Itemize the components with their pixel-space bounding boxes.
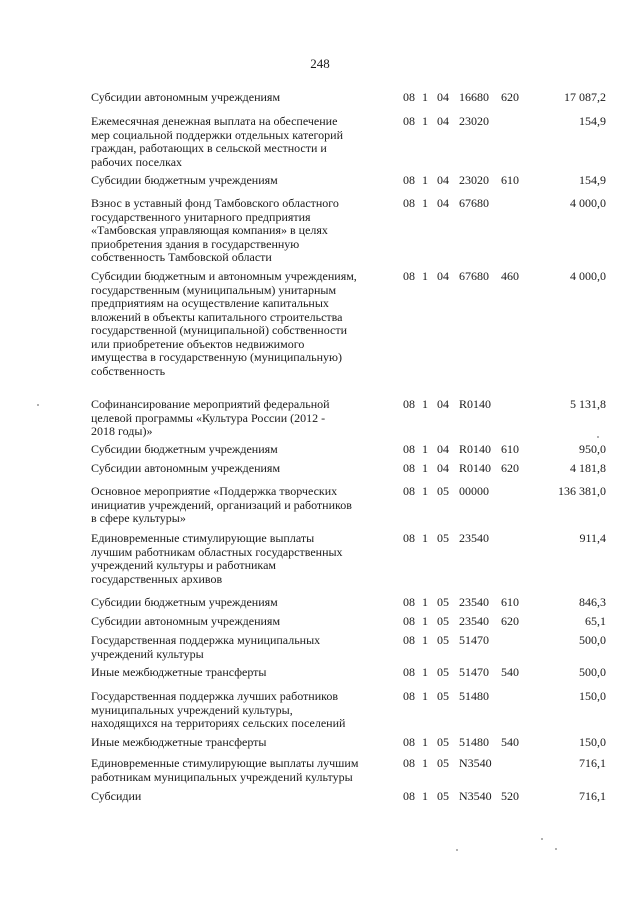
code-part: 05 [437, 689, 449, 703]
code-part: 05 [437, 789, 449, 803]
code-part: 08 [403, 173, 415, 187]
amount: 950,0 [579, 442, 606, 456]
row-name [91, 443, 391, 457]
code-part: 08 [403, 442, 415, 456]
row-name-line: 2018 годы)» [91, 424, 153, 438]
code-part: 1 [422, 789, 428, 803]
code-part: 04 [437, 90, 449, 104]
row-name [91, 462, 391, 476]
row-name-line: собственность Тамбовской области [91, 250, 272, 264]
row-name-line: приобретения здания в государственную [91, 236, 300, 251]
code-part: 1 [422, 397, 428, 411]
code-part: 23020 [459, 173, 489, 187]
amount: 4 181,8 [570, 461, 606, 475]
row-name-line: лучшим работникам областных государственных [91, 544, 343, 559]
row-name-line: учреждений культуры и работникам [91, 558, 276, 572]
row-name [91, 174, 391, 188]
code-part: 05 [437, 484, 449, 498]
expense-type-code: 610 [501, 442, 519, 456]
expense-type-code: 620 [501, 461, 519, 475]
amount: 4 000,0 [570, 196, 606, 210]
row-name-line: Государственная поддержка муниципальных [91, 633, 321, 647]
code-part: 1 [422, 756, 428, 770]
code-part: 04 [437, 114, 449, 128]
code-part: 1 [422, 633, 428, 647]
expense-type-code: 610 [501, 595, 519, 609]
row-name [91, 666, 391, 680]
row-name-line: инициатив учреждений, организаций и работников [91, 497, 352, 512]
row-name [91, 690, 391, 731]
row-name-line: собственность [91, 363, 166, 378]
page-number: 248 [310, 56, 330, 71]
code-part: 1 [422, 665, 428, 679]
amount: 136 381,0 [558, 484, 606, 498]
row-name-line: находящихся на территориях сельских поселений [91, 716, 346, 730]
amount: 5 131,8 [570, 397, 606, 411]
code-part: 1 [422, 614, 428, 628]
row-name [91, 197, 391, 265]
row-name-line: или приобретение объектов недвижимого [91, 336, 305, 351]
row-name-line: «Тамбовская управляющая компания» в целях [91, 223, 328, 237]
scan-speck [37, 404, 39, 406]
row-name [91, 115, 391, 169]
code-part: 05 [437, 595, 449, 609]
code-part: 08 [403, 614, 415, 628]
amount: 65,1 [585, 614, 606, 628]
row-name-line: целевой программы «Культура России (2012 - [91, 410, 326, 425]
row-name [91, 736, 391, 750]
amount: 154,9 [579, 114, 606, 128]
row-name-line: Субсидии автономным учреждениям [91, 461, 281, 475]
row-name-line: Основное мероприятие «Поддержка творческих [91, 484, 338, 498]
code-part: 04 [437, 442, 449, 456]
code-part: 08 [403, 665, 415, 679]
code-part: 08 [403, 789, 415, 803]
row-name-line: Взнос в уставный фонд Тамбовского областного [91, 196, 339, 210]
code-part: 08 [403, 397, 415, 411]
code-part: 04 [437, 461, 449, 475]
code-part: 08 [403, 461, 415, 475]
row-name [91, 270, 391, 378]
expense-type-code: 620 [501, 90, 519, 104]
row-name [91, 790, 391, 804]
row-name-line: Ежемесячная денежная выплата на обеспечение [91, 114, 338, 128]
code-part: 51480 [459, 735, 489, 749]
expense-type-code: 540 [501, 735, 519, 749]
code-part: 23540 [459, 531, 489, 545]
code-part: 67680 [459, 196, 489, 210]
scan-speck [541, 838, 543, 840]
row-name-line: предприятиям на осуществление капитальных [91, 296, 329, 310]
row-name-line: учреждений культуры [91, 646, 204, 661]
code-part: N3540 [459, 789, 492, 803]
amount: 154,9 [579, 173, 606, 187]
code-part: 05 [437, 756, 449, 770]
code-part: 08 [403, 90, 415, 104]
code-part: 1 [422, 689, 428, 703]
row-name [91, 91, 391, 105]
code-part: 00000 [459, 484, 489, 498]
amount: 911,4 [579, 531, 606, 545]
row-name-line: Субсидии [91, 789, 142, 803]
code-part: 23020 [459, 114, 489, 128]
row-name [91, 634, 391, 661]
code-part: 1 [422, 173, 428, 187]
amount: 716,1 [579, 756, 606, 770]
row-name-line: вложений в объекты капитального строительства [91, 309, 343, 324]
code-part: 51470 [459, 633, 489, 647]
amount: 500,0 [579, 633, 606, 647]
amount: 716,1 [579, 789, 606, 803]
code-part: 08 [403, 633, 415, 647]
code-part: 67680 [459, 269, 489, 283]
row-name-line: Субсидии автономным учреждениям [91, 614, 281, 628]
row-name-line: государственного унитарного предприятия [91, 209, 311, 224]
scan-speck [555, 848, 557, 850]
code-part: R0140 [459, 397, 492, 411]
row-name-line: Субсидии бюджетным учреждениям [91, 595, 278, 609]
code-part: 05 [437, 531, 449, 545]
row-name [91, 485, 391, 526]
row-name-line: Субсидии бюджетным учреждениям [91, 173, 278, 187]
code-part: R0140 [459, 461, 492, 475]
code-part: 51470 [459, 665, 489, 679]
code-part: 1 [422, 114, 428, 128]
code-part: 05 [437, 735, 449, 749]
amount: 4 000,0 [570, 269, 606, 283]
code-part: R0140 [459, 442, 492, 456]
row-name [91, 398, 391, 439]
code-part: 08 [403, 269, 415, 283]
code-part: 16680 [459, 90, 489, 104]
code-part: 1 [422, 269, 428, 283]
code-part: 1 [422, 531, 428, 545]
row-name-line: мер социальной поддержки отдельных категорий [91, 127, 343, 142]
code-part: N3540 [459, 756, 492, 770]
code-part: 23540 [459, 595, 489, 609]
code-part: 04 [437, 196, 449, 210]
amount: 150,0 [579, 735, 606, 749]
expense-type-code: 610 [501, 173, 519, 187]
code-part: 51480 [459, 689, 489, 703]
expense-type-code: 540 [501, 665, 519, 679]
row-name-line: Иные межбюджетные трансферты [91, 665, 267, 679]
row-name-line: рабочих поселках [91, 154, 183, 169]
scan-speck [597, 436, 599, 438]
code-part: 08 [403, 595, 415, 609]
row-name [91, 596, 391, 610]
code-part: 05 [437, 665, 449, 679]
expense-type-code: 460 [501, 269, 519, 283]
row-name-line: Единовременные стимулирующие выплаты [91, 531, 315, 545]
scan-speck [456, 849, 458, 851]
amount: 17 087,2 [564, 90, 606, 104]
row-name [91, 615, 391, 629]
row-name [91, 532, 391, 586]
expense-type-code: 520 [501, 789, 519, 803]
row-name [91, 757, 391, 784]
code-part: 08 [403, 756, 415, 770]
row-name-line: государственных архивов [91, 571, 223, 586]
code-part: 08 [403, 114, 415, 128]
row-name-line: Иные межбюджетные трансферты [91, 735, 267, 749]
row-name-line: в сфере культуры» [91, 511, 186, 525]
code-part: 05 [437, 614, 449, 628]
code-part: 04 [437, 269, 449, 283]
code-part: 08 [403, 735, 415, 749]
code-part: 04 [437, 397, 449, 411]
expense-type-code: 620 [501, 614, 519, 628]
row-name-line: работникам муниципальных учреждений культуры [91, 769, 353, 784]
amount: 500,0 [579, 665, 606, 679]
code-part: 04 [437, 173, 449, 187]
amount: 846,3 [579, 595, 606, 609]
amount: 150,0 [579, 689, 606, 703]
row-name-line: государственной (муниципальной) собственности [91, 323, 348, 337]
row-name-line: Единовременные стимулирующие выплаты лучшим [91, 756, 359, 770]
code-part: 1 [422, 461, 428, 475]
code-part: 08 [403, 484, 415, 498]
row-name-line: муниципальных учреждений культуры, [91, 702, 293, 717]
row-name-line: Субсидии автономным учреждениям [91, 90, 281, 104]
row-name-line: государственным (муниципальным) унитарным [91, 282, 337, 297]
row-name-line: Субсидии бюджетным и автономным учреждениям, [91, 269, 357, 283]
row-name-line: Субсидии бюджетным учреждениям [91, 442, 278, 456]
code-part: 08 [403, 531, 415, 545]
code-part: 23540 [459, 614, 489, 628]
row-name-line: имущества в государственную (муниципальную) [91, 350, 342, 364]
row-name-line: граждан, работающих в сельской местности и [91, 141, 327, 155]
code-part: 1 [422, 484, 428, 498]
row-name-line: Государственная поддержка лучших работников [91, 689, 339, 703]
code-part: 08 [403, 196, 415, 210]
code-part: 1 [422, 196, 428, 210]
code-part: 05 [437, 633, 449, 647]
code-part: 1 [422, 442, 428, 456]
code-part: 08 [403, 689, 415, 703]
code-part: 1 [422, 90, 428, 104]
row-name-line: Софинансирование мероприятий федеральной [91, 397, 330, 411]
code-part: 1 [422, 735, 428, 749]
code-part: 1 [422, 595, 428, 609]
